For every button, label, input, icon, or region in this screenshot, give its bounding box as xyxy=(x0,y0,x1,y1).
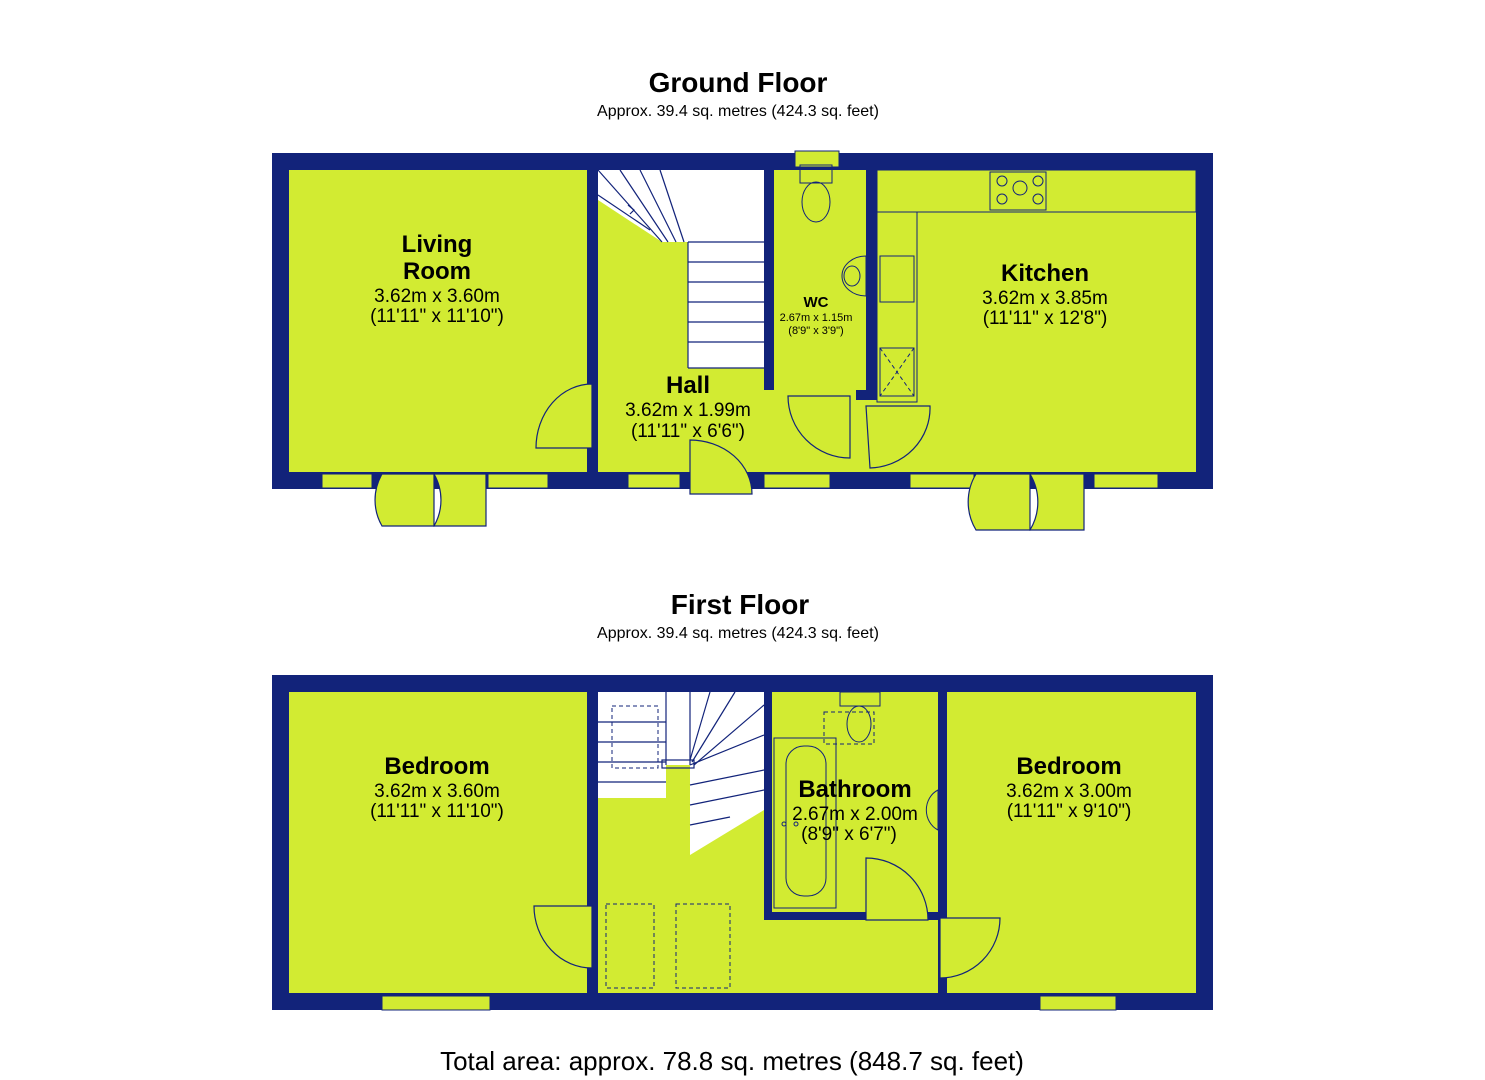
ground-floor-plan xyxy=(272,151,1213,530)
bedroom-1-window xyxy=(382,996,490,1010)
bathroom-metric: 2.67m x 2.00m xyxy=(792,804,918,825)
wc-floor xyxy=(774,170,866,390)
hall-window-right xyxy=(764,474,830,488)
kitchen-french-door-right xyxy=(1030,474,1084,530)
living-room-imperial: (11'11" x 11'10") xyxy=(370,306,504,327)
hall-imperial: (11'11" x 6'6") xyxy=(630,421,746,442)
bedroom-1-imperial: (11'11" x 11'10") xyxy=(370,801,504,822)
living-window-left xyxy=(322,474,372,488)
bedroom-2-metric: 3.62m x 3.00m xyxy=(1006,781,1132,802)
bedroom-2-imperial: (11'11" x 9'10") xyxy=(1006,801,1132,822)
kitchen-metric: 3.62m x 3.85m xyxy=(982,288,1108,309)
landing-lower-floor xyxy=(764,920,938,993)
kitchen-name: Kitchen xyxy=(1000,260,1090,287)
wc-imperial: (8'9" x 3'9") xyxy=(788,325,844,337)
bathroom-wall-bottom xyxy=(764,912,864,920)
wc-metric: 2.67m x 1.15m xyxy=(779,312,853,324)
bedroom-1-metric: 3.62m x 3.60m xyxy=(374,781,500,802)
bathroom-wall-right xyxy=(938,692,947,910)
wc-doorway-gap xyxy=(764,390,776,472)
bedroom-1-floor xyxy=(289,692,587,993)
wc-name: WC xyxy=(803,294,829,311)
total-area: Total area: approx. 78.8 sq. metres (848.7 sq. feet) xyxy=(440,1046,1024,1076)
ground-floor-area: Approx. 39.4 sq. metres (424.3 sq. feet) xyxy=(597,103,879,120)
hall-window-left xyxy=(628,474,680,488)
living-french-door-right xyxy=(434,474,486,526)
kitchen-window-right xyxy=(1094,474,1158,488)
first-floor-plan xyxy=(272,675,1213,1010)
bathroom-name: Bathroom xyxy=(798,776,912,803)
kitchen-imperial: (11'11" x 12'8") xyxy=(982,308,1108,329)
hall-name: Hall xyxy=(665,372,711,399)
kitchen-french-door-left xyxy=(968,474,1030,530)
living-room-name-1: Living xyxy=(401,231,473,258)
bedroom-2-name: Bedroom xyxy=(1016,753,1122,780)
ground-floor-title: Ground Floor xyxy=(648,67,828,98)
first-floor-area: Approx. 39.4 sq. metres (424.3 sq. feet) xyxy=(597,625,879,642)
bedroom-2-window xyxy=(1040,996,1116,1010)
hall-metric: 3.62m x 1.99m xyxy=(625,400,751,421)
bathroom-imperial: (8'9" x 6'7") xyxy=(801,824,897,845)
living-window-right xyxy=(488,474,548,488)
living-room-name-2: Room xyxy=(403,258,471,285)
living-room-metric: 3.62m x 3.60m xyxy=(374,286,500,307)
bedroom-1-name: Bedroom xyxy=(384,753,490,780)
living-french-door-left xyxy=(375,474,434,526)
first-floor-title: First Floor xyxy=(670,589,810,620)
kitchen-window-left xyxy=(910,474,974,488)
bathroom-wall-left xyxy=(764,692,772,920)
